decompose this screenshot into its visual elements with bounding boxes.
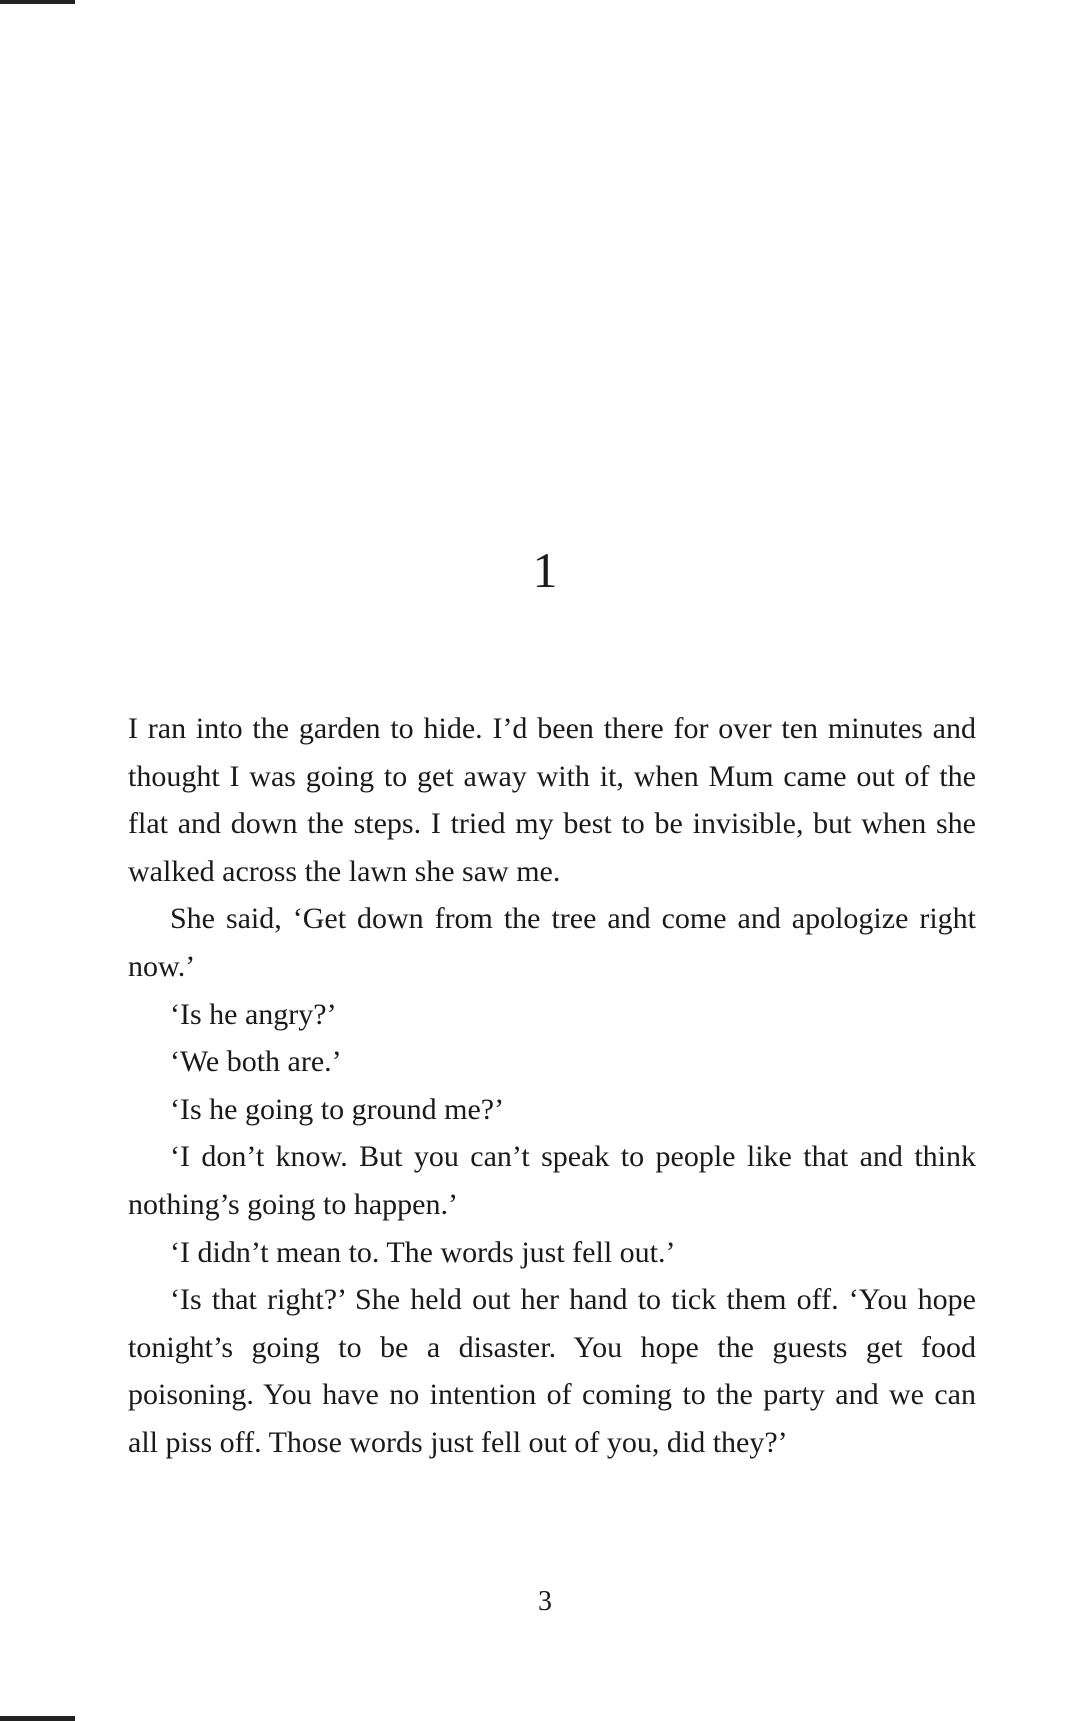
paragraph: ‘Is he angry?’	[170, 997, 337, 1031]
chapter-number: 1	[532, 542, 558, 598]
page-number: 3	[538, 1586, 552, 1617]
paragraph: I ran into the garden to hide. I’d been there for over ten minutes and thought I was going to get away with it, when Mum came out of the flat and down the steps. I tried my best to be invisible, but when she walked across the lawn she saw me.	[128, 712, 976, 888]
top-edge-rule	[0, 0, 75, 4]
paragraph: ‘We both are.’	[170, 1045, 342, 1079]
bottom-edge-rule	[0, 1716, 75, 1721]
paragraph: ‘I didn’t mean to. The words just fell out.’	[170, 1235, 676, 1269]
paragraph: ‘Is he going to ground me?’	[170, 1092, 505, 1126]
body-text	[128, 705, 976, 1467]
paragraph: She said, ‘Get down from the tree and come and apologize right now.’	[128, 902, 976, 983]
paragraph: ‘I don’t know. But you can’t speak to people like that and think nothing’s going to happen.’	[128, 1140, 976, 1221]
paragraph: ‘Is that right?’ She held out her hand to tick them off. ‘You hope tonight’s going to be a disaster. You hope the guests get food poisoning. You have no intention of coming to the party and we can all piss off. Those words just fell out of you, did they?’	[128, 1283, 976, 1459]
